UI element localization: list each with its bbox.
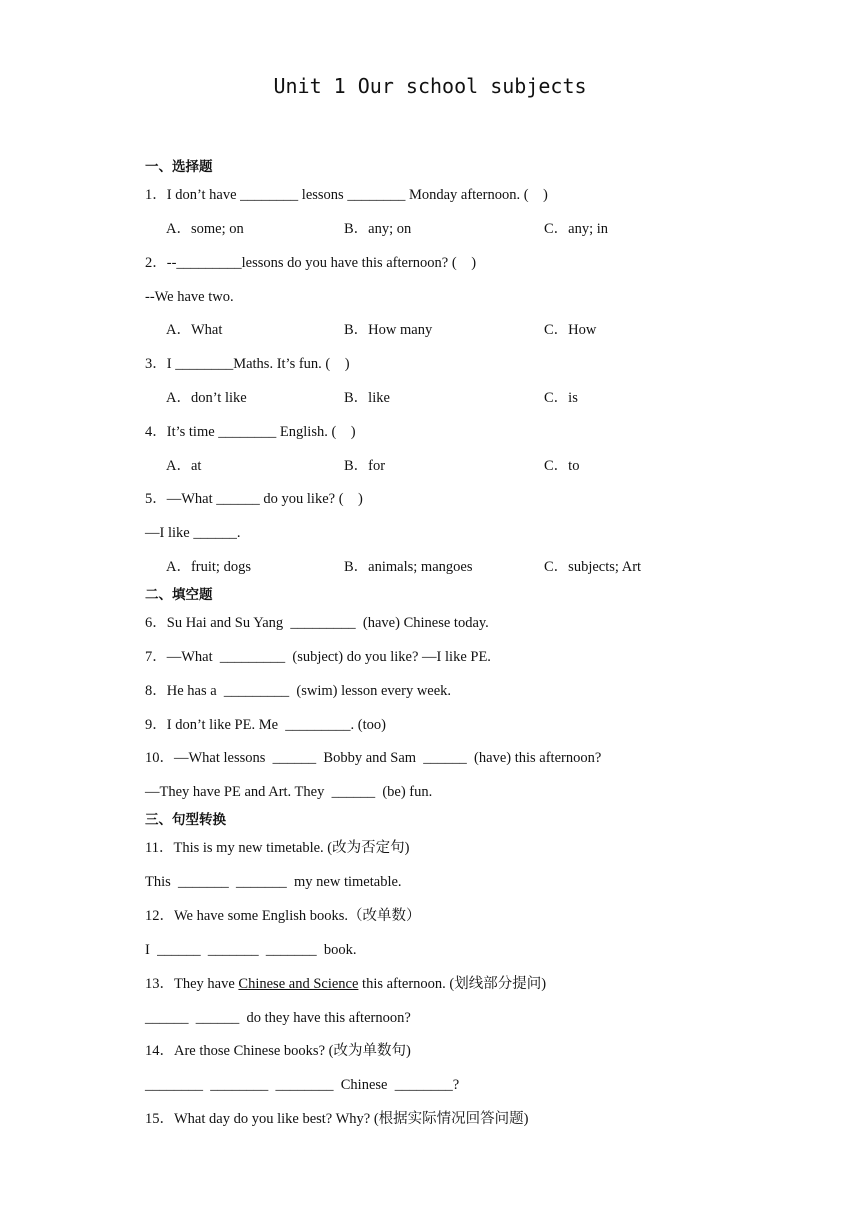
question-5: 5．—What ______ do you like? ( ) [145, 491, 363, 507]
question-7: 7．—What _________ (subject) do you like? —I like PE. [145, 649, 491, 665]
question-11: 11．This is my new timetable. (改为否定句) [145, 840, 410, 856]
section-heading-multiple-choice: 一、选择题 [145, 159, 213, 175]
question-9: 9．I don’t like PE. Me _________. (too) [145, 717, 386, 733]
q5-option-b: B．animals; mangoes [344, 559, 473, 575]
question-1: 1．I don’t have ________ lessons ________ Monday afternoon. ( ) [145, 187, 548, 203]
q2-option-c: C．How [544, 322, 597, 338]
q4-option-c: C．to [544, 458, 580, 474]
question-12-answer-line: I ______ _______ _______ book. [145, 942, 357, 958]
question-4: 4．It’s time ________ English. ( ) [145, 424, 356, 440]
question-3: 3．I ________Maths. It’s fun. ( ) [145, 356, 350, 372]
q5-option-a: A．fruit; dogs [166, 559, 251, 575]
q3-option-a: A．don’t like [166, 390, 247, 406]
question-13-prefix: 13．They have [145, 976, 239, 992]
question-13 [145, 974, 546, 994]
question-15: 15．What day do you like best? Why? (根据实际情况回答问题) [145, 1111, 529, 1127]
question-11-answer-line: This _______ _______ my new timetable. [145, 874, 402, 890]
page-title: Unit 1 Our school subjects [273, 74, 587, 98]
question-13-answer-line: ______ ______ do they have this afternoon? [145, 1010, 411, 1026]
question-14-answer-line: ________ ________ ________ Chinese ________? [145, 1077, 460, 1093]
question-5-response: —I like ______. [145, 525, 241, 541]
question-10-response: —They have PE and Art. They ______ (be) fun. [145, 784, 433, 800]
q3-option-b: B．like [344, 390, 390, 406]
q2-option-b: B．How many [344, 322, 433, 338]
question-12: 12．We have some English books.（改单数） [145, 908, 421, 924]
question-2: 2．--_________lessons do you have this afternoon? ( ) [145, 255, 477, 271]
q4-option-a: A．at [166, 458, 202, 474]
q2-option-a: A．What [166, 322, 223, 338]
question-13-suffix: this afternoon. (划线部分提问) [358, 976, 547, 992]
question-2-response: --We have two. [145, 289, 234, 305]
q1-option-b: B．any; on [344, 221, 412, 237]
question-6: 6．Su Hai and Su Yang _________ (have) Chinese today. [145, 615, 489, 631]
question-10: 10．—What lessons ______ Bobby and Sam ______ (have) this afternoon? [145, 750, 602, 766]
question-14: 14．Are those Chinese books? (改为单数句) [145, 1043, 411, 1059]
q3-option-c: C．is [544, 390, 578, 406]
section-heading-sentence-transformation: 三、句型转换 [145, 812, 226, 828]
q1-option-c: C．any; in [544, 221, 609, 237]
section-heading-fill-in: 二、填空题 [145, 587, 213, 603]
question-13-underlined-phrase: Chinese and Science [238, 976, 359, 992]
q1-option-a: A．some; on [166, 221, 244, 237]
q4-option-b: B．for [344, 458, 386, 474]
q5-option-c: C．subjects; Art [544, 559, 642, 575]
question-8: 8．He has a _________ (swim) lesson every week. [145, 683, 452, 699]
